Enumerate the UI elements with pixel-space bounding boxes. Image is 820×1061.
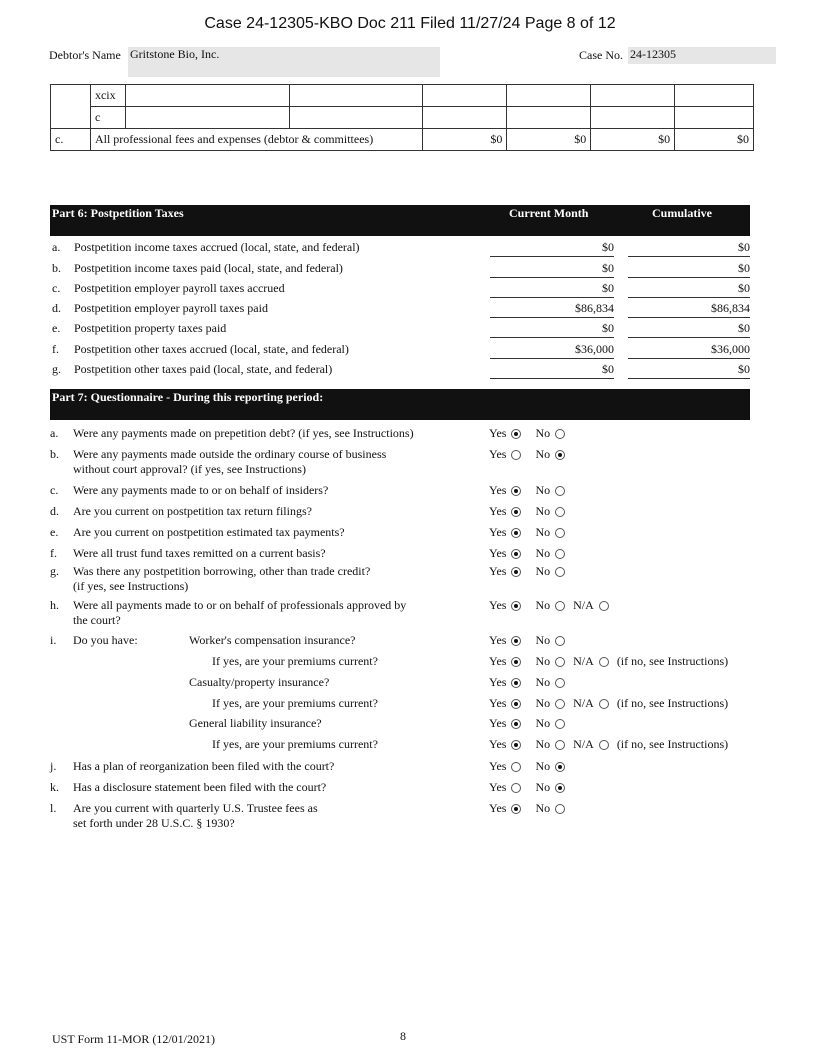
yes-label: Yes <box>489 801 507 815</box>
no-label: No <box>535 598 551 612</box>
part7-header <box>50 389 750 420</box>
question-letter: e. <box>50 525 59 539</box>
total-value: $0 <box>675 129 754 151</box>
yes-radio[interactable] <box>511 567 521 577</box>
yes-no-group <box>489 564 565 579</box>
na-radio[interactable] <box>599 657 609 667</box>
table-row <box>51 107 754 129</box>
question-letter: f. <box>50 546 57 560</box>
no-label: No <box>535 546 551 560</box>
row-letter: d. <box>52 301 61 315</box>
no-radio[interactable] <box>555 740 565 750</box>
yes-radio[interactable] <box>511 678 521 688</box>
yes-no-group <box>489 426 565 441</box>
yes-label: Yes <box>489 696 507 710</box>
yes-no-group <box>489 737 728 752</box>
no-label: No <box>535 564 551 578</box>
question-letter: c. <box>50 483 59 497</box>
no-radio[interactable] <box>555 601 565 611</box>
insurance-question: General liability insurance? <box>189 716 322 730</box>
no-label: No <box>535 780 551 794</box>
question-line: Are you current on postpetition estimated tax payments? <box>73 525 345 539</box>
current-month-value: $0 <box>602 321 614 335</box>
question-letter: g. <box>50 564 59 578</box>
yes-label: Yes <box>489 525 507 539</box>
question-line: Are you current on postpetition tax return filings? <box>73 504 312 518</box>
question-line: Were any payments made to or on behalf of insiders? <box>73 483 329 497</box>
no-label: No <box>535 675 551 689</box>
yes-no-group <box>489 696 728 711</box>
question-line: the court? <box>73 613 121 627</box>
question-text <box>73 504 483 519</box>
yes-label: Yes <box>489 483 507 497</box>
question-letter: b. <box>50 447 59 461</box>
na-label: N/A <box>573 737 594 751</box>
yes-label: Yes <box>489 675 507 689</box>
row-label: Postpetition income taxes accrued (local, state, and federal) <box>74 240 360 254</box>
row-letter: a. <box>52 240 61 254</box>
no-label: No <box>535 447 551 461</box>
yes-label: Yes <box>489 780 507 794</box>
professional-fees-table <box>50 84 754 151</box>
table-row-total <box>51 129 754 151</box>
row-label: All professional fees and expenses (debtor & committees) <box>90 129 422 151</box>
yes-label: Yes <box>489 759 507 773</box>
row-letter: c. <box>51 129 91 151</box>
yes-no-group <box>489 546 565 561</box>
yes-radio[interactable] <box>511 601 521 611</box>
na-label: N/A <box>573 598 594 612</box>
cumulative-value: $0 <box>738 261 750 275</box>
no-label: No <box>535 633 551 647</box>
no-radio[interactable] <box>555 486 565 496</box>
question-text <box>73 525 483 540</box>
question-text <box>73 426 483 441</box>
question-letter: l. <box>50 801 57 815</box>
question-text <box>73 546 483 561</box>
yes-label: Yes <box>489 633 507 647</box>
question-line: Were any payments made on prepetition debt? (if yes, see Instructions) <box>73 426 414 440</box>
no-label: No <box>535 654 551 668</box>
no-label: No <box>535 801 551 815</box>
insurance-question: If yes, are your premiums current? <box>212 654 378 668</box>
question-line: Were any payments made outside the ordinary course of business <box>73 447 387 461</box>
yes-radio[interactable] <box>511 549 521 559</box>
if-no-note: (if no, see Instructions) <box>616 654 729 668</box>
question-text <box>73 483 483 498</box>
row-label: Postpetition income taxes paid (local, state, and federal) <box>74 261 343 275</box>
row-letter: e. <box>52 321 61 335</box>
no-radio[interactable] <box>555 719 565 729</box>
row-letter: b. <box>52 261 61 275</box>
yes-no-group <box>489 598 609 613</box>
yes-no-group <box>489 525 565 540</box>
question-line: Are you current with quarterly U.S. Trustee fees as <box>73 801 318 815</box>
yes-no-group <box>489 716 565 731</box>
row-label: Postpetition other taxes accrued (local, state, and federal) <box>74 342 349 356</box>
no-radio[interactable] <box>555 762 565 772</box>
cumulative-value: $0 <box>738 321 750 335</box>
current-month-value: $0 <box>602 261 614 275</box>
case-no-field <box>628 47 776 64</box>
no-radio[interactable] <box>555 567 565 577</box>
question-line: Were all payments made to or on behalf of professionals approved by <box>73 598 407 612</box>
no-radio[interactable] <box>555 507 565 517</box>
yes-label: Yes <box>489 598 507 612</box>
yes-radio[interactable] <box>511 429 521 439</box>
na-label: N/A <box>573 696 594 710</box>
insurance-question: Casualty/property insurance? <box>189 675 330 689</box>
col-current-month: Current Month <box>509 206 589 220</box>
no-label: No <box>535 759 551 773</box>
row-label: Postpetition other taxes paid (local, state, and federal) <box>74 362 333 376</box>
no-radio[interactable] <box>555 636 565 646</box>
no-label: No <box>535 737 551 751</box>
yes-no-group <box>489 759 565 774</box>
current-month-value: $0 <box>602 362 614 376</box>
yes-no-group <box>489 483 565 498</box>
question-text <box>73 447 483 477</box>
question-letter: i. <box>50 633 57 647</box>
yes-radio[interactable] <box>511 740 521 750</box>
yes-radio[interactable] <box>511 636 521 646</box>
row-letter: f. <box>52 342 59 356</box>
no-label: No <box>535 483 551 497</box>
no-radio[interactable] <box>555 657 565 667</box>
yes-label: Yes <box>489 564 507 578</box>
part6-header <box>50 205 750 236</box>
question-text <box>73 564 483 594</box>
yes-radio[interactable] <box>511 762 521 772</box>
yes-radio[interactable] <box>511 528 521 538</box>
yes-label: Yes <box>489 737 507 751</box>
col-cumulative: Cumulative <box>652 206 712 220</box>
question-text <box>73 780 483 795</box>
question-letter: a. <box>50 426 59 440</box>
cumulative-value: $0 <box>738 240 750 254</box>
current-month-value: $0 <box>602 281 614 295</box>
na-radio[interactable] <box>599 699 609 709</box>
current-month-value: $36,000 <box>575 342 614 356</box>
row-label: Postpetition employer payroll taxes paid <box>74 301 268 315</box>
question-line: Were all trust fund taxes remitted on a current basis? <box>73 546 326 560</box>
question-line: without court approval? (if yes, see Instructions) <box>73 462 306 476</box>
row-label: Postpetition property taxes paid <box>74 321 227 335</box>
current-month-value: $0 <box>602 240 614 254</box>
question-letter: d. <box>50 504 59 518</box>
cumulative-value: $0 <box>738 281 750 295</box>
yes-no-group <box>489 654 728 669</box>
cumulative-value: $86,834 <box>711 301 750 315</box>
yes-no-group <box>489 801 565 816</box>
row-letter: c. <box>52 281 61 295</box>
question-line: set forth under 28 U.S.C. § 1930? <box>73 816 235 830</box>
yes-label: Yes <box>489 654 507 668</box>
question-line: Has a disclosure statement been filed with the court? <box>73 780 327 794</box>
no-radio[interactable] <box>555 783 565 793</box>
insurance-question: Worker's compensation insurance? <box>189 633 356 647</box>
row-number: xcix <box>90 85 125 107</box>
row-letter: g. <box>52 362 61 376</box>
yes-no-group <box>489 633 565 648</box>
current-month-value: $86,834 <box>575 301 614 315</box>
yes-no-group <box>489 504 565 519</box>
yes-label: Yes <box>489 504 507 518</box>
question-line: Has a plan of reorganization been filed with the court? <box>73 759 335 773</box>
question-line: (if yes, see Instructions) <box>73 579 189 593</box>
yes-label: Yes <box>489 716 507 730</box>
question-letter: k. <box>50 780 59 794</box>
table-row <box>51 85 754 107</box>
na-radio[interactable] <box>599 740 609 750</box>
cumulative-value: $0 <box>738 362 750 376</box>
yes-radio[interactable] <box>511 783 521 793</box>
na-radio[interactable] <box>599 601 609 611</box>
yes-radio[interactable] <box>511 657 521 667</box>
question-letter: h. <box>50 598 59 612</box>
debtor-label: Debtor's Name <box>49 48 121 62</box>
yes-label: Yes <box>489 447 507 461</box>
total-value: $0 <box>591 129 675 151</box>
do-you-have-label: Do you have: <box>73 633 138 647</box>
debtor-name: Gritstone Bio, Inc. <box>130 47 220 61</box>
if-no-note: (if no, see Instructions) <box>616 737 729 751</box>
row-label: Postpetition employer payroll taxes accrued <box>74 281 285 295</box>
part6-title: Part 6: Postpetition Taxes <box>52 206 184 220</box>
total-value: $0 <box>507 129 591 151</box>
question-text <box>73 598 483 628</box>
yes-radio[interactable] <box>511 486 521 496</box>
case-no: 24-12305 <box>630 47 676 61</box>
no-radio[interactable] <box>555 450 565 460</box>
yes-no-group <box>489 447 565 462</box>
yes-radio[interactable] <box>511 719 521 729</box>
yes-radio[interactable] <box>511 507 521 517</box>
form-footer: UST Form 11-MOR (12/01/2021) <box>52 1032 216 1046</box>
cumulative-value: $36,000 <box>711 342 750 356</box>
insurance-question: If yes, are your premiums current? <box>212 737 378 751</box>
no-radio[interactable] <box>555 429 565 439</box>
question-letter: j. <box>50 759 57 773</box>
no-label: No <box>535 696 551 710</box>
yes-radio[interactable] <box>511 699 521 709</box>
yes-radio[interactable] <box>511 450 521 460</box>
question-line: Was there any postpetition borrowing, other than trade credit? <box>73 564 371 578</box>
no-radio[interactable] <box>555 528 565 538</box>
yes-label: Yes <box>489 426 507 440</box>
no-label: No <box>535 504 551 518</box>
no-label: No <box>535 426 551 440</box>
no-label: No <box>535 525 551 539</box>
no-radio[interactable] <box>555 699 565 709</box>
yes-no-group <box>489 780 565 795</box>
case-label: Case No. <box>579 48 623 62</box>
no-radio[interactable] <box>555 549 565 559</box>
row-number: c <box>90 107 125 129</box>
no-label: No <box>535 716 551 730</box>
yes-label: Yes <box>489 546 507 560</box>
total-value: $0 <box>423 129 507 151</box>
na-label: N/A <box>573 654 594 668</box>
question-text <box>73 801 483 831</box>
no-radio[interactable] <box>555 678 565 688</box>
part7-title: Part 7: Questionnaire - During this reporting period: <box>52 390 324 404</box>
yes-radio[interactable] <box>511 804 521 814</box>
court-stamp: Case 24-12305-KBO Doc 211 Filed 11/27/24 Page 8 of 12 <box>204 15 616 32</box>
no-radio[interactable] <box>555 804 565 814</box>
debtor-name-field <box>128 47 440 77</box>
if-no-note: (if no, see Instructions) <box>616 696 729 710</box>
question-text <box>73 759 483 774</box>
insurance-question: If yes, are your premiums current? <box>212 696 378 710</box>
page-number: 8 <box>400 1029 406 1043</box>
yes-no-group <box>489 675 565 690</box>
